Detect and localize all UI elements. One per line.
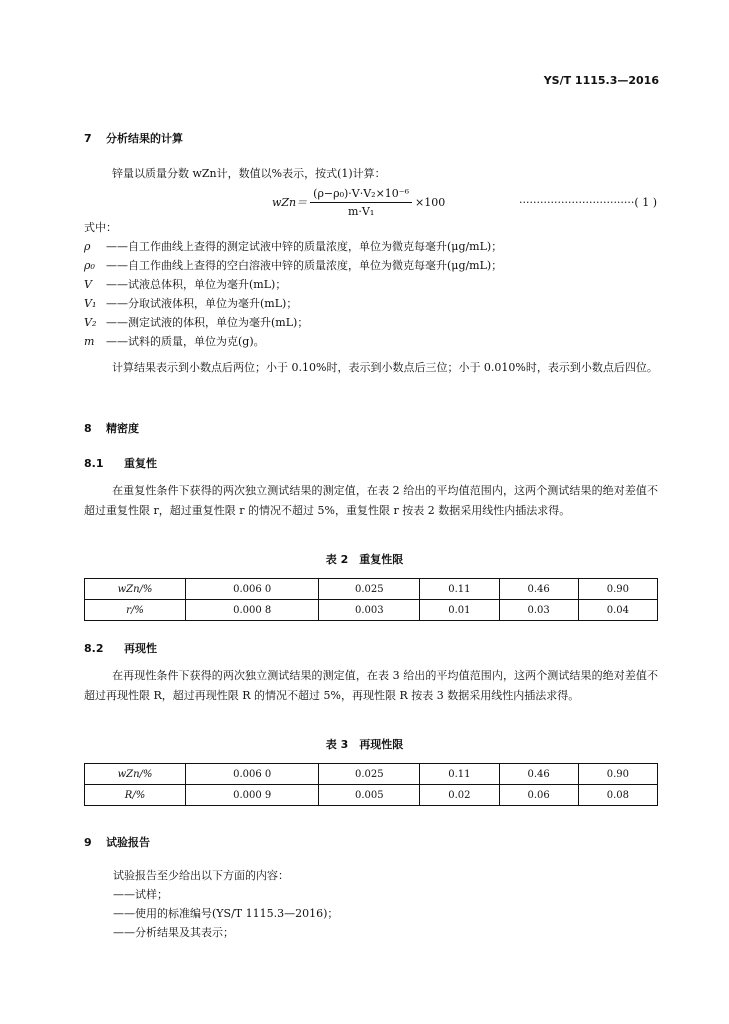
table-cell: 0.006 0 — [186, 764, 319, 785]
table-row — [85, 600, 658, 621]
repeatability-paragraph — [84, 481, 658, 520]
repeatability-table — [84, 578, 658, 621]
table-cell: 0.02 — [420, 785, 499, 806]
definition-symbol: ρ — [84, 240, 91, 253]
table-cell: 0.006 0 — [186, 579, 319, 600]
table-row-label: wZn/% — [85, 579, 186, 600]
section-9-heading — [84, 834, 150, 850]
definition-row — [84, 237, 502, 256]
table-cell: 0.000 9 — [186, 785, 319, 806]
section-8-1-number: 8.1 — [84, 457, 104, 470]
section-8-heading — [84, 420, 139, 436]
list-item: ——使用的标准编号(YS/T 1115.3—2016)； — [113, 907, 339, 920]
definition-text: ——测定试液的体积，单位为毫升(mL)； — [106, 316, 309, 329]
table-cell: 0.03 — [499, 600, 578, 621]
report-contents — [113, 866, 338, 942]
reproducibility-text: 在再现性条件下获得的两次独立测试结果的测定值，在表 3 给出的平均值范围内，这两个测试结果的绝对差值不超过再现性限 R，超过再现性限 R 的情况不超过 5%，再现性限 R 按表 3 数据采用线性内插法求得。 — [84, 669, 658, 702]
formula-lhs: wZn＝ — [272, 196, 308, 209]
formula-numerator: (ρ−ρ₀)·V·V₂×10⁻⁶ — [310, 187, 412, 203]
section-9-number: 9 — [84, 836, 92, 849]
table-cell: 0.04 — [578, 600, 657, 621]
section-7-title: 分析结果的计算 — [106, 132, 183, 145]
table-row-label: R/% — [85, 785, 186, 806]
repeatability-text: 在重复性条件下获得的两次独立测试结果的测定值，在表 2 给出的平均值范围内，这两个测试结果的绝对差值不超过重复性限 r，超过重复性限 r 的情况不超过 5%，重复性限 r 按表 2 数据采用线性内插法求得。 — [84, 484, 658, 517]
standard-code: YS/T 1115.3—2016 — [543, 74, 659, 87]
table-row — [85, 785, 658, 806]
reproducibility-table — [84, 763, 658, 806]
formula-leader: ································· — [519, 196, 635, 209]
formula-multiplier: ×100 — [415, 195, 446, 209]
section-8-2-heading — [84, 640, 157, 656]
table-cell: 0.000 8 — [186, 600, 319, 621]
section-8-1-heading — [84, 455, 157, 471]
list-item: ——试样； — [113, 888, 168, 901]
list-item: ——分析结果及其表示； — [113, 926, 234, 939]
definition-row — [84, 332, 502, 351]
rounding-note — [84, 358, 658, 378]
section-8-2-number: 8.2 — [84, 642, 104, 655]
definition-symbol: V — [84, 278, 92, 291]
rounding-note-text: 计算结果表示到小数点后两位；小于 0.10%时，表示到小数点后三位；小于 0.010%时，表示到小数点后四位。 — [112, 361, 658, 374]
section-8-2-title: 再现性 — [124, 642, 157, 655]
reproducibility-paragraph — [84, 666, 658, 705]
table-row-label: wZn/% — [85, 764, 186, 785]
definition-row — [84, 294, 502, 313]
formula-1 — [272, 185, 445, 219]
table-cell: 0.025 — [319, 764, 420, 785]
table-cell: 0.01 — [420, 600, 499, 621]
table-cell: 0.90 — [578, 764, 657, 785]
definition-text: ——试液总体积，单位为毫升(mL)； — [106, 278, 287, 291]
section-8-number: 8 — [84, 422, 92, 435]
section-9-title: 试验报告 — [106, 836, 150, 849]
table-2-caption: 表 2 重复性限 — [325, 553, 404, 566]
definition-row — [84, 313, 502, 332]
definition-text: ——自工作曲线上查得的测定试液中锌的质量浓度，单位为微克每毫升(μg/mL)； — [106, 240, 503, 253]
definition-symbol: V₁ — [84, 297, 97, 310]
definition-symbol: ρ₀ — [84, 259, 95, 272]
report-intro: 试验报告至少给出以下方面的内容： — [113, 869, 289, 882]
section-7-intro: 锌量以质量分数 wZn计，数值以%表示，按式(1)计算： — [112, 167, 386, 180]
table-cell: 0.11 — [420, 764, 499, 785]
table-cell: 0.46 — [499, 764, 578, 785]
table-cell: 0.005 — [319, 785, 420, 806]
table-row — [85, 579, 658, 600]
formula-fraction — [310, 187, 412, 218]
definition-symbol: m — [84, 335, 95, 348]
formula-denominator: m·V₁ — [347, 204, 375, 218]
definition-row — [84, 275, 502, 294]
table-cell: 0.90 — [578, 579, 657, 600]
table-cell: 0.08 — [578, 785, 657, 806]
section-8-title: 精密度 — [106, 422, 139, 435]
table-row-label: r/% — [85, 600, 186, 621]
table-cell: 0.11 — [420, 579, 499, 600]
definition-row — [84, 256, 502, 275]
definition-text: ——分取试液体积，单位为毫升(mL)； — [106, 297, 298, 310]
table-cell: 0.025 — [319, 579, 420, 600]
equation-number: ( 1 ) — [634, 196, 657, 209]
equation-number-line — [519, 196, 657, 209]
section-7-heading — [84, 130, 183, 146]
table-3-caption: 表 3 再现性限 — [325, 738, 404, 751]
section-8-1-title: 重复性 — [124, 457, 157, 470]
table-cell: 0.46 — [499, 579, 578, 600]
section-7-number: 7 — [84, 132, 92, 145]
definitions-block — [84, 218, 502, 351]
definition-text: ——试料的质量，单位为克(g)。 — [106, 335, 265, 348]
table-cell: 0.06 — [499, 785, 578, 806]
definition-text: ——自工作曲线上查得的空白溶液中锌的质量浓度，单位为微克每毫升(μg/mL)； — [106, 259, 503, 272]
table-row — [85, 764, 658, 785]
definition-symbol: V₂ — [84, 316, 97, 329]
where-label: 式中： — [84, 221, 117, 234]
table-cell: 0.003 — [319, 600, 420, 621]
